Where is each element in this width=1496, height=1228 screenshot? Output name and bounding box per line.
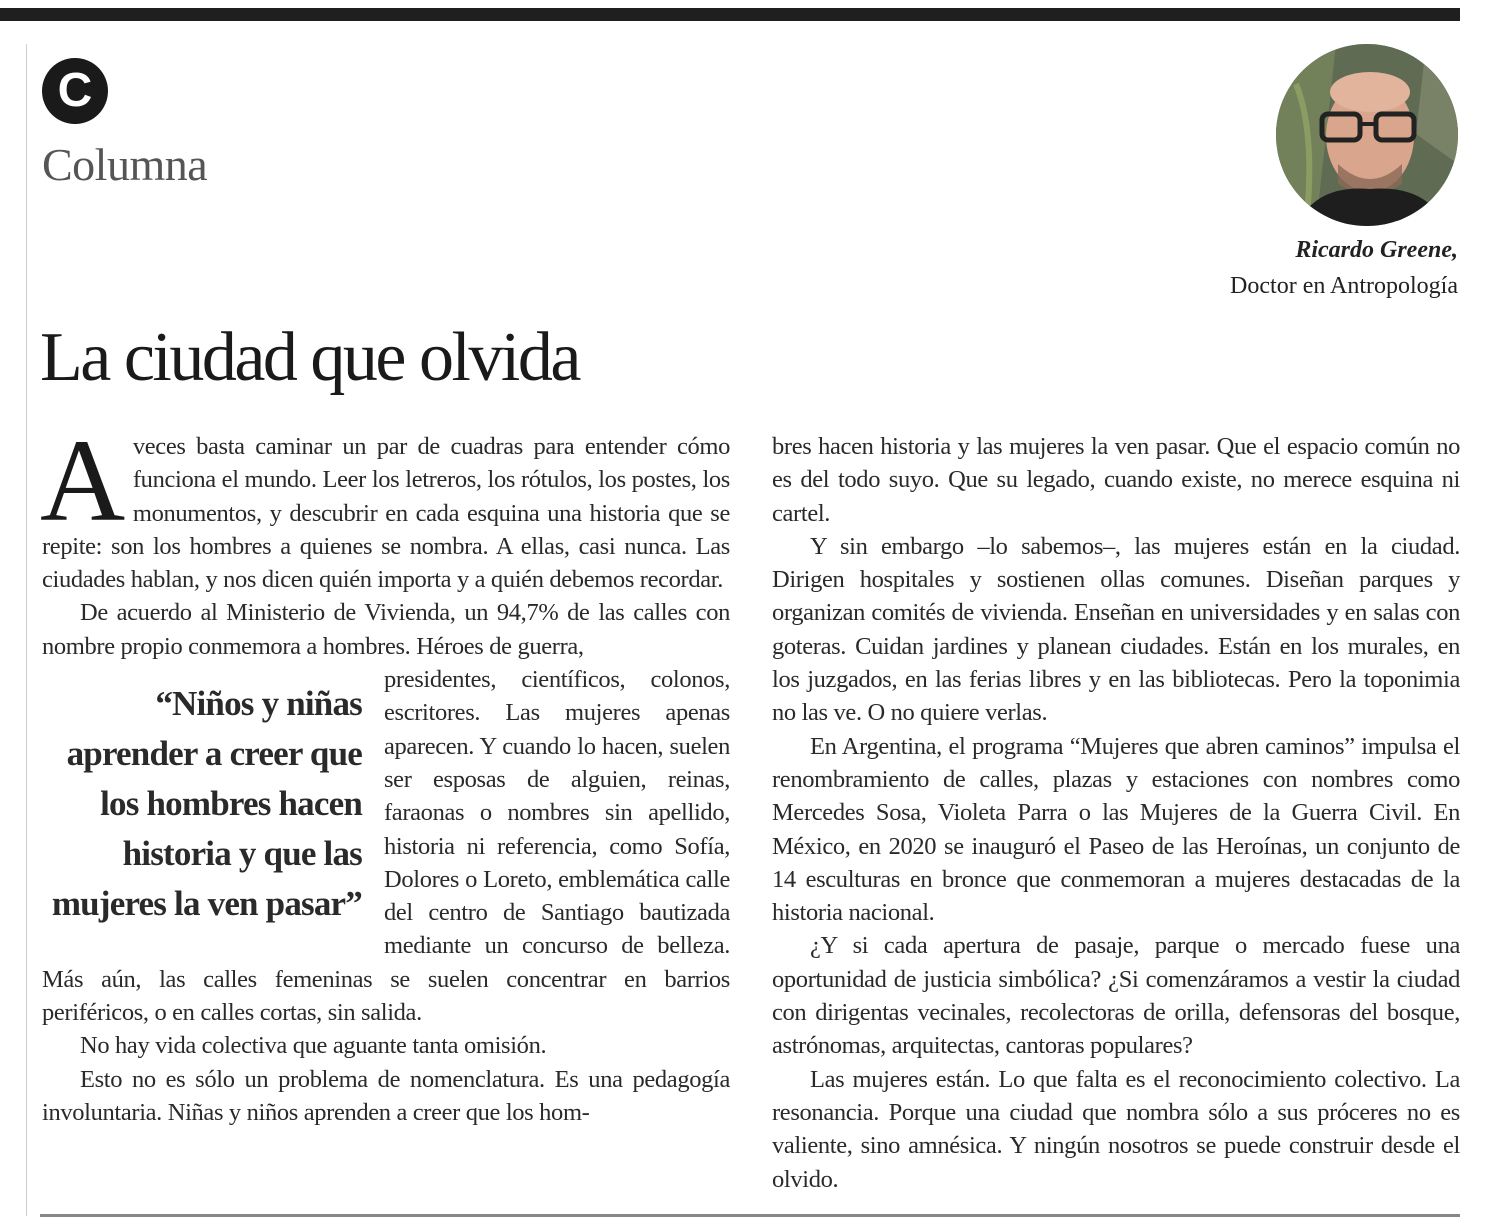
paragraph-2-continued-text: presidentes, científicos, colonos, escritores. Las mujeres apenas aparecen. Y cuando lo hacen, suelen ser esposas de alguien, reinas, faraonas o nombres sin apellido, historia ni referencia, como Sofía, Dolores o Loreto, emblemática calle del centro de Santiago bautizada mediante un concurso de belleza. Más aún, las calles femeninas se suelen concentrar en barrios periféricos, o en calles cortas, sin salida. xyxy=(42,666,730,1027)
paragraph-1 xyxy=(40,415,730,596)
column-badge-icon xyxy=(42,58,108,124)
paragraph-7: En Argentina, el programa “Mujeres que abren caminos” impulsa el renombramiento de calles, plazas y estaciones con nombres como Mercedes Sosa, Violeta Parra o las Mujeres de la Guerra Civil. En México, en 2020 se inauguró el Paseo de las Heroínas, un conjunto de 14 esculturas en bronce que conmemoran a mujeres destacadas de la historia nacional. xyxy=(772,732,1460,927)
author-byline xyxy=(1230,232,1458,304)
paragraph-2-continued xyxy=(42,663,730,1029)
top-rule xyxy=(0,8,1460,21)
author-portrait-icon xyxy=(1276,44,1458,226)
paragraph-1-text: veces basta caminar un par de cuadras para entender cómo funciona el mundo. Leer los letreros, los rótulos, los postes, los monumentos, y descubrir en cada esquina una historia que se repite: son los hombres a quienes se nombra. A ellas, casi nunca. Las ciudades hablan, y nos dicen quién importa y a quién debemos recordar. xyxy=(42,433,730,594)
pull-quote: “Niños y niñas aprender a creer que los hombres hacen historia y que las mujeres la ven pasar” xyxy=(51,684,362,924)
article-headline: La ciudad que olvida xyxy=(40,319,579,396)
paragraph-6: Y sin embargo –lo sabemos–, las mujeres están en la ciudad. Dirigen hospitales y sostienen ollas comunes. Diseñan parques y organizan comités de vivienda. Enseñan en universidades y en salas con goteras. Cuidan jardines y planean ciudades. Están en los murales, en los juzgados, en las ferias libres y en las bibliotecas. Pero la toponimia no las ve. O no quiere verlas. xyxy=(772,532,1460,727)
section-label: Columna xyxy=(42,139,208,190)
bottom-rule xyxy=(40,1214,1460,1217)
badge-letter: C xyxy=(57,64,93,117)
paragraph-3: No hay vida colectiva que aguante tanta omisión. xyxy=(80,1032,547,1060)
article-column-2 xyxy=(772,430,1460,1196)
paragraph-8: ¿Y si cada apertura de pasaje, parque o mercado fuese una oportunidad de justicia simbólica? ¿Si comenzáramos a vestir la ciudad con dirigentas vecinales, recolectoras de orilla, defensoras del bosque, astrónomas, arquitectas, cantoras populares? xyxy=(772,932,1460,1060)
left-divider xyxy=(26,44,27,1216)
drop-cap: A xyxy=(40,415,125,546)
author-name: Ricardo Greene, xyxy=(1295,237,1458,263)
author-title: Doctor en Antropología xyxy=(1230,273,1458,299)
paragraph-5: bres hacen historia y las mujeres la ven pasar. Que el espacio común no es del todo suyo. Que su legado, cuando existe, no merece esquina ni cartel. xyxy=(772,433,1460,527)
paragraph-2: De acuerdo al Ministerio de Vivienda, un 94,7% de las calles con nombre propio conmemora a hombres. Héroes de guerra, xyxy=(42,599,730,660)
author-photo xyxy=(1276,44,1458,226)
paragraph-4: Esto no es sólo un problema de nomenclatura. Es una pedagogía involuntaria. Niñas y niños aprenden a creer que los hom- xyxy=(42,1065,730,1126)
article-column-1 xyxy=(40,415,730,1129)
paragraph-9: Las mujeres están. Lo que falta es el reconocimiento colectivo. La resonancia. Porque una ciudad que nombra sólo a sus próceres no es valiente, sino amnésica. Y ningún nosotros se puede construir desde el olvido. xyxy=(772,1065,1460,1193)
